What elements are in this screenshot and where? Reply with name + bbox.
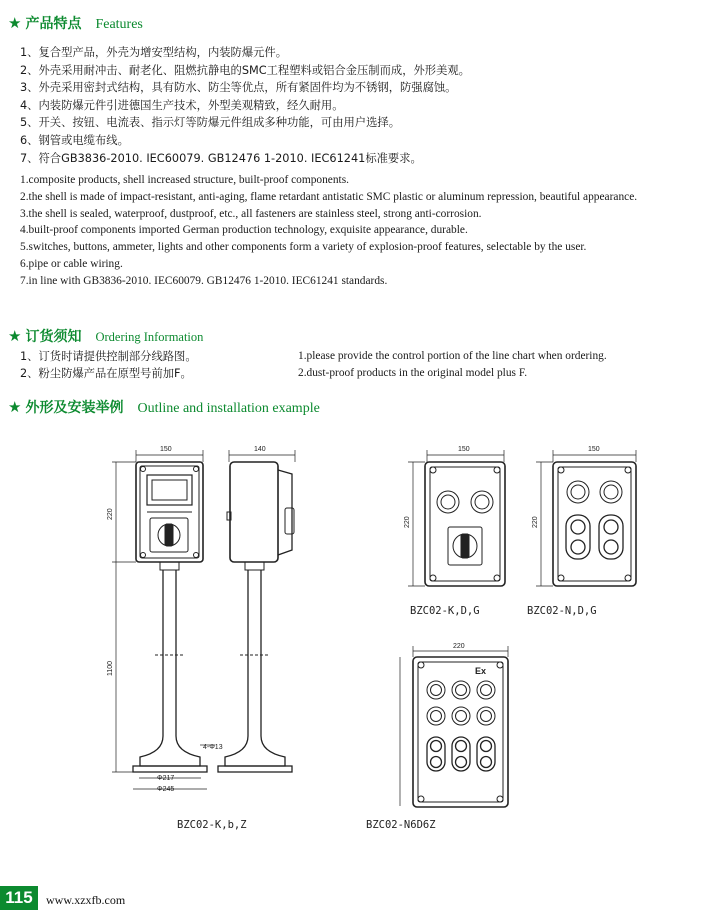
feature-cn-item: 7、符合GB3836-2010. IEC60079. GB12476 1-2010. IEC61241标准要求。 xyxy=(20,151,422,165)
base-d1-label: Φ217 xyxy=(157,775,175,782)
feature-en-item: 5.switches, buttons, ammeter, lights and other components form a variety of explosion-proof features, selectable by the user. xyxy=(20,241,587,254)
feature-en-item: 1.composite products, shell increased structure, built-proof components. xyxy=(20,174,349,186)
base-d2-label: Φ245 xyxy=(157,786,175,793)
box2-height-label: 220 xyxy=(532,516,539,528)
features-title-en: Features xyxy=(95,17,143,32)
pole-station-side-view xyxy=(200,450,295,772)
outline-title-en: Outline and installation example xyxy=(137,401,320,416)
box1-width-label: 150 xyxy=(458,446,470,453)
footer-url: www.xzxfb.com xyxy=(46,893,126,907)
model-c-label: BZC02-N,D,G xyxy=(527,605,597,617)
feature-en-item: 2.the shell is made of impact-resistant, anti-aging, flame retardant antistatic SMC plastic or aluminum repression, beautiful appearance. xyxy=(20,190,638,203)
feature-en-item: 7.in line with GB3836-2010. IEC60079. GB12476 1-2010. IEC61241 standards. xyxy=(20,274,388,287)
feature-cn-item: 4、内装防爆元件引进德国生产技术，外型美观精致，经久耐用。 xyxy=(20,98,344,112)
feature-en-item: 3.the shell is sealed, waterproof, dustproof, etc., all fasteners are stainless steel, strong anti-corrosion. xyxy=(20,207,482,220)
ordering-title-cn: 订货须知 xyxy=(25,329,82,345)
feature-cn-item: 5、开关、按钮、电流表、指示灯等防爆元件组成多种功能，可由用户选择。 xyxy=(20,116,400,130)
front-width-label: 150 xyxy=(160,446,172,453)
star-icon: ★ xyxy=(8,14,22,32)
feature-cn-item: 1、复合型产品，外壳为增安型结构，内装防爆元件。 xyxy=(20,46,288,59)
ordering-title-en: Ordering Information xyxy=(95,330,204,344)
box3-ex-label: Ex xyxy=(475,666,487,676)
bolt-holes-label: 4-Φ13 xyxy=(203,744,223,751)
star-icon: ★ xyxy=(8,398,22,416)
feature-en-item: 4.built-proof components imported German production technology, exquisite appearance, durable. xyxy=(20,224,468,237)
feature-cn-item: 2、外壳采用耐冲击、耐老化、阻燃抗静电的SMC工程塑料或铝合金压制而成，外形美观。 xyxy=(20,63,470,77)
model-a-label: BZC02-K,b,Z xyxy=(177,819,247,831)
ordering-en-item: 1.please provide the control portion of the line chart when ordering. xyxy=(298,350,607,362)
box-k1d2g xyxy=(408,450,505,586)
model-d-label: BZC02-N6D6Z xyxy=(366,819,436,831)
feature-cn-item: 3、外壳采用密封式结构，具有防水、防尘等优点，所有紧固件均为不锈钢，防强腐蚀。 xyxy=(20,81,457,95)
box2-width-label: 150 xyxy=(588,446,600,453)
star-icon: ★ xyxy=(8,327,22,345)
box1-height-label: 220 xyxy=(404,516,411,528)
model-b-label: BZC02-K,D,G xyxy=(410,605,480,617)
box-n6d6z xyxy=(400,646,508,807)
front-height-label: 220 xyxy=(107,508,114,520)
ordering-cn-item: 1、订货时请提供控制部分线路图。 xyxy=(20,350,197,363)
pole-height-label: 1100 xyxy=(107,660,114,676)
page-number: 115 xyxy=(0,886,38,910)
ordering-en-item: 2.dust-proof products in the original model plus F. xyxy=(298,367,528,379)
feature-en-item: 6.pipe or cable wiring. xyxy=(20,257,123,270)
features-title-cn: 产品特点 xyxy=(25,16,82,32)
side-width-label: 140 xyxy=(254,446,266,453)
box3-width-label: 220 xyxy=(453,643,465,650)
ordering-cn-item: 2、粉尘防爆产品在原型号前加F。 xyxy=(20,367,192,380)
outline-title-cn: 外形及安装举例 xyxy=(25,400,124,416)
box-n4d2g xyxy=(536,450,636,586)
pole-station-front-view xyxy=(112,450,207,789)
feature-cn-item: 6、钢管或电缆布线。 xyxy=(20,133,129,147)
